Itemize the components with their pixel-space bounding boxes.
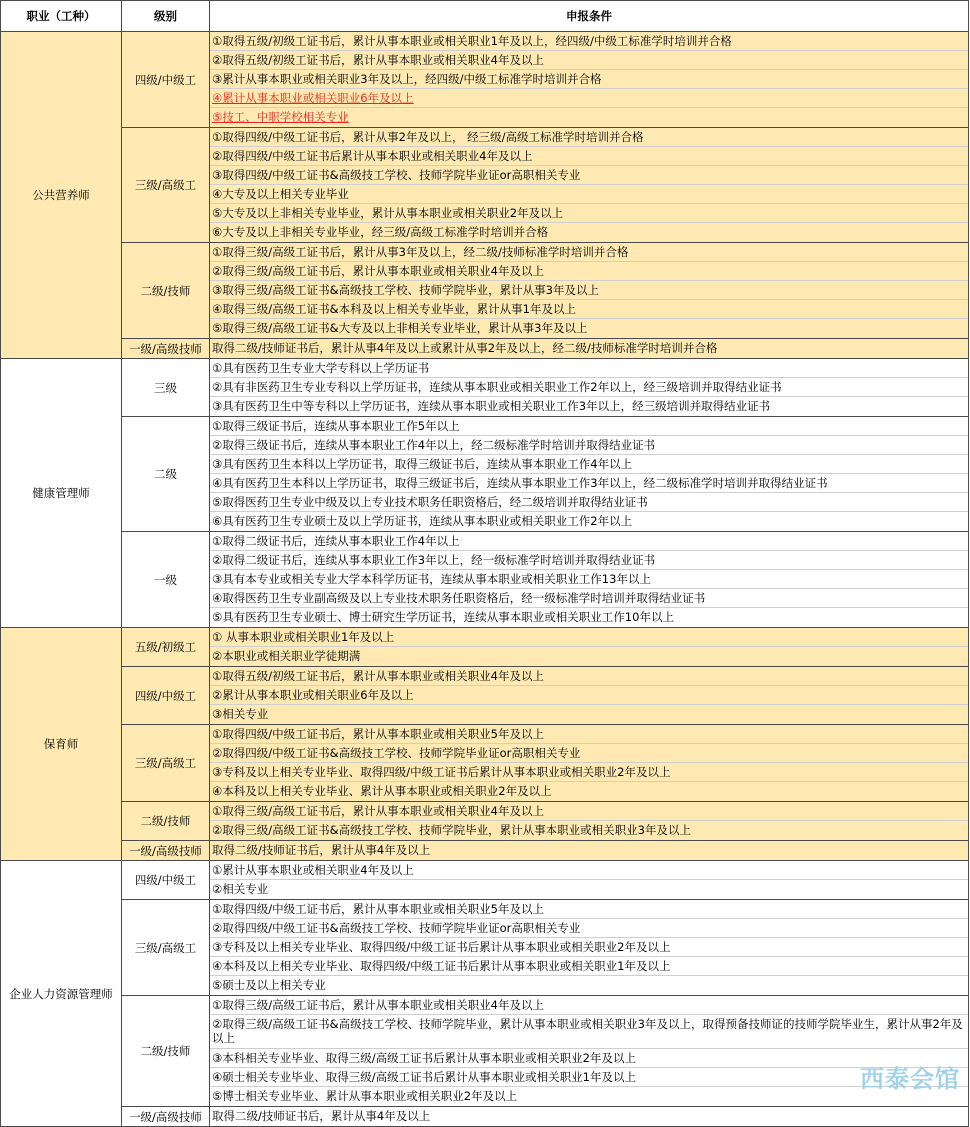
condition-text: ③专科及以上相关专业毕业、取得四级/中级工证书后累计从事本职业或相关职业2年及以上 <box>212 940 671 954</box>
conditions-cell <box>210 841 969 861</box>
level-cell: 三级/高级工 <box>122 725 210 802</box>
condition-text: ①取得四级/中级工证书后，累计从事本职业或相关职业5年及以上 <box>212 902 544 916</box>
condition-text: ③相关专业 <box>212 707 269 721</box>
condition-line <box>210 378 968 397</box>
condition-line <box>210 493 968 512</box>
conditions-cell <box>210 532 969 628</box>
conditions-cell <box>210 667 969 725</box>
condition-line <box>210 262 968 281</box>
condition-text: ④本科及以上相关专业毕业、取得四级/中级工证书后累计从事本职业或相关职业1年及以上 <box>212 959 671 973</box>
condition-text: ②取得二级证书后，连续从事本职业工作3年以上，经一级标准学时培训并取得结业证书 <box>212 553 656 567</box>
job-name-cell: 企业人力资源管理师 <box>1 861 122 1127</box>
conditions-cell <box>210 1107 969 1127</box>
condition-line <box>210 339 968 358</box>
condition-text: ③具有医药卫生中等专科以上学历证书，连续从事本职业或相关职业工作3年以上，经三级培训并取得结业证书 <box>212 399 771 413</box>
table-row <box>1 725 969 802</box>
table-row <box>1 628 969 667</box>
condition-text: ②取得三级/高级工证书&高级技工学校、技师学院毕业，累计从事本职业或相关职业3年及以上 <box>212 823 691 837</box>
level-cell: 一级 <box>122 532 210 628</box>
table-row <box>1 532 969 628</box>
table-row <box>1 243 969 339</box>
condition-text: ①取得五级/初级工证书后，累计从事本职业或相关职业1年及以上，经四级/中级工标准学时培训并合格 <box>212 34 732 48</box>
table-row <box>1 667 969 725</box>
condition-line <box>210 474 968 493</box>
condition-line <box>210 436 968 455</box>
condition-line <box>210 996 968 1015</box>
condition-text: ④大专及以上相关专业毕业 <box>212 187 349 201</box>
level-cell: 四级/中级工 <box>122 667 210 725</box>
condition-text: ④本科及以上相关专业毕业、累计从事本职业或相关职业2年及以上 <box>212 784 552 798</box>
table-row <box>1 861 969 900</box>
conditions-cell <box>210 417 969 532</box>
condition-text: ③具有医药卫生本科以上学历证书，取得三级证书后，连续从事本职业工作4年以上 <box>212 457 633 471</box>
condition-text: ⑤取得三级/高级工证书&大专及以上非相关专业毕业，累计从事3年及以上 <box>212 321 588 335</box>
condition-line <box>210 417 968 436</box>
condition-text: ①取得四级/中级工证书后，累计从事本职业或相关职业5年及以上 <box>212 727 544 741</box>
condition-line <box>210 128 968 147</box>
level-cell: 四级/中级工 <box>122 32 210 128</box>
condition-line <box>210 880 968 899</box>
condition-line <box>210 900 968 919</box>
condition-text: ①取得三级证书后，连续从事本职业工作5年以上 <box>212 419 460 433</box>
watermark-logo: 西泰会馆 <box>860 1065 960 1093</box>
condition-line <box>210 667 968 686</box>
conditions-cell <box>210 339 969 359</box>
condition-text: ②累计从事本职业或相关职业6年及以上 <box>212 688 414 702</box>
condition-line <box>210 628 968 647</box>
condition-line <box>210 512 968 531</box>
condition-text: ②本职业或相关职业学徒期满 <box>212 649 361 663</box>
condition-text: ④具有医药卫生本科以上学历证书，取得三级证书后，连续从事本职业工作3年以上，经二级标准学时培训并取得结业证书 <box>212 476 828 490</box>
job-name-cell: 公共营养师 <box>1 32 122 359</box>
level-cell: 三级/高级工 <box>122 900 210 996</box>
condition-line <box>210 1049 968 1068</box>
condition-text: ①累计从事本职业或相关职业4年及以上 <box>212 863 414 877</box>
condition-line <box>210 185 968 204</box>
conditions-cell <box>210 900 969 996</box>
table-row <box>1 996 969 1107</box>
condition-text: ①取得三级/高级工证书后，累计从事本职业或相关职业4年及以上 <box>212 998 544 1012</box>
condition-line <box>210 204 968 223</box>
condition-text: ⑤技工、中职学校相关专业 <box>212 110 349 124</box>
condition-text: ③具有本专业或相关专业大学本科学历证书，连续从事本职业或相关职业工作13年以上 <box>212 572 651 586</box>
condition-text: ③取得四级/中级工证书&高级技工学校、技师学院毕业证or高职相关专业 <box>212 168 581 182</box>
table-row <box>1 128 969 243</box>
level-cell: 二级/技师 <box>122 802 210 841</box>
level-cell: 二级/技师 <box>122 243 210 339</box>
condition-text: ③本科相关专业毕业、取得三级/高级工证书后累计从事本职业或相关职业2年及以上 <box>212 1051 636 1065</box>
condition-text: ④硕士相关专业毕业、取得三级/高级工证书后累计从事本职业或相关职业1年及以上 <box>212 1070 636 1084</box>
condition-text: ②取得三级/高级工证书后，累计从事本职业或相关职业4年及以上 <box>212 264 544 278</box>
level-cell: 四级/中级工 <box>122 861 210 900</box>
job-name-cell: 保育师 <box>1 628 122 861</box>
condition-text: ⑤硕士及以上相关专业 <box>212 978 326 992</box>
condition-text: ③累计从事本职业或相关职业3年及以上，经四级/中级工标准学时培训并合格 <box>212 72 602 86</box>
condition-text: ②取得三级证书后，连续从事本职业工作4年以上，经二级标准学时培训并取得结业证书 <box>212 438 656 452</box>
condition-text: ⑤大专及以上非相关专业毕业，累计从事本职业或相关职业2年及以上 <box>212 206 564 220</box>
condition-line <box>210 32 968 51</box>
condition-line <box>210 821 968 840</box>
level-cell: 一级/高级技师 <box>122 841 210 861</box>
condition-text: ③取得三级/高级工证书&高级技工学校、技师学院毕业，累计从事3年及以上 <box>212 283 599 297</box>
table-body <box>1 32 969 1127</box>
condition-line <box>210 455 968 474</box>
condition-line <box>210 532 968 551</box>
header-conditions: 申报条件 <box>210 1 969 32</box>
level-cell: 一级/高级技师 <box>122 1107 210 1127</box>
condition-text: ③专科及以上相关专业毕业、取得四级/中级工证书后累计从事本职业或相关职业2年及以上 <box>212 765 671 779</box>
table-row <box>1 32 969 128</box>
condition-text: ①取得四级/中级工证书后，累计从事2年及以上， 经三级/高级工标准学时培训并合格 <box>212 130 644 144</box>
condition-text: ②相关专业 <box>212 882 269 896</box>
condition-line <box>210 89 968 108</box>
table-row <box>1 841 969 861</box>
table-row <box>1 359 969 417</box>
level-cell: 二级/技师 <box>122 996 210 1107</box>
conditions-cell <box>210 32 969 128</box>
condition-line <box>210 319 968 338</box>
condition-line <box>210 1107 968 1126</box>
condition-text: ②取得四级/中级工证书后累计从事本职业或相关职业4年及以上 <box>212 149 533 163</box>
condition-text: ④取得三级/高级工证书&本科及以上相关专业毕业，累计从事1年及以上 <box>212 302 576 316</box>
conditions-cell <box>210 128 969 243</box>
level-cell: 五级/初级工 <box>122 628 210 667</box>
condition-line <box>210 1087 968 1106</box>
level-cell: 三级/高级工 <box>122 128 210 243</box>
condition-line <box>210 763 968 782</box>
condition-line <box>210 686 968 705</box>
table-row <box>1 1107 969 1127</box>
header-level: 级别 <box>122 1 210 32</box>
condition-line <box>210 70 968 89</box>
condition-line <box>210 782 968 801</box>
condition-text: ① 从事本职业或相关职业1年及以上 <box>212 630 395 644</box>
condition-line <box>210 919 968 938</box>
condition-line <box>210 359 968 378</box>
condition-line <box>210 166 968 185</box>
condition-text: ①取得三级/高级工证书后，累计从事3年及以上，经二级/技师标准学时培训并合格 <box>212 245 629 259</box>
header-job: 职业（工种） <box>1 1 122 32</box>
conditions-cell <box>210 802 969 841</box>
condition-text: ⑤取得医药卫生专业中级及以上专业技术职务任职资格后，经二级培训并取得结业证书 <box>212 495 648 509</box>
condition-text: ①具有医药卫生专业大学专科以上学历证书 <box>212 361 430 375</box>
condition-line <box>210 861 968 880</box>
condition-line <box>210 938 968 957</box>
condition-line <box>210 570 968 589</box>
condition-text: ②取得四级/中级工证书&高级技工学校、技师学院毕业证or高职相关专业 <box>212 746 581 760</box>
condition-text: ①取得二级证书后，连续从事本职业工作4年以上 <box>212 534 460 548</box>
level-cell: 三级 <box>122 359 210 417</box>
condition-line <box>210 397 968 416</box>
conditions-cell <box>210 359 969 417</box>
condition-line <box>210 108 968 127</box>
table-row <box>1 417 969 532</box>
conditions-cell <box>210 725 969 802</box>
conditions-cell <box>210 996 969 1107</box>
condition-line <box>210 802 968 821</box>
condition-line <box>210 725 968 744</box>
condition-line <box>210 608 968 627</box>
condition-line <box>210 223 968 242</box>
condition-line <box>210 744 968 763</box>
condition-line <box>210 51 968 70</box>
condition-line <box>210 300 968 319</box>
condition-text: ⑤具有医药卫生专业硕士、博士研究生学历证书，连续从事本职业或相关职业工作10年以上 <box>212 610 674 624</box>
condition-text: ⑥大专及以上非相关专业毕业，经三级/高级工标准学时培训并合格 <box>212 225 549 239</box>
table-row <box>1 900 969 996</box>
level-cell: 二级 <box>122 417 210 532</box>
condition-line <box>210 957 968 976</box>
table-row <box>1 802 969 841</box>
condition-text: ④取得医药卫生专业副高级及以上专业技术职务任职资格后，经一级标准学时培训并取得结业证书 <box>212 591 706 605</box>
conditions-cell <box>210 861 969 900</box>
condition-text: ⑤博士相关专业毕业、累计从事本职业或相关职业2年及以上 <box>212 1089 518 1103</box>
condition-text: ②取得三级/高级工证书&高级技工学校、技师学院毕业，累计从事本职业或相关职业3年及以上，取得预备技师证的技师学院毕业生，累计从事2年及以上 <box>212 1017 963 1045</box>
condition-line <box>210 647 968 666</box>
condition-line <box>210 281 968 300</box>
table-row <box>1 339 969 359</box>
job-name-cell: 健康管理师 <box>1 359 122 628</box>
condition-line <box>210 243 968 262</box>
condition-line <box>210 1015 968 1049</box>
condition-line <box>210 976 968 995</box>
header-row <box>1 1 969 32</box>
level-cell: 一级/高级技师 <box>122 339 210 359</box>
condition-line <box>210 589 968 608</box>
condition-text: 取得二级/技师证书后，累计从事4年及以上或累计从事2年及以上，经二级/技师标准学时培训并合格 <box>212 341 718 355</box>
condition-line <box>210 147 968 166</box>
condition-text: ⑥具有医药卫生专业硕士及以上学历证书，连续从事本职业或相关职业工作2年以上 <box>212 514 633 528</box>
condition-text: 取得二级/技师证书后，累计从事4年及以上 <box>212 843 431 857</box>
condition-text: ①取得五级/初级工证书后，累计从事本职业或相关职业4年及以上 <box>212 669 544 683</box>
condition-text: ②具有非医药卫生专业专科以上学历证书，连续从事本职业或相关职业工作2年以上，经三级培训并取得结业证书 <box>212 380 782 394</box>
condition-line <box>210 551 968 570</box>
condition-text: ②取得四级/中级工证书&高级技工学校、技师学院毕业证or高职相关专业 <box>212 921 581 935</box>
condition-text: 取得二级/技师证书后，累计从事4年及以上 <box>212 1109 431 1123</box>
condition-line <box>210 1068 968 1087</box>
conditions-cell <box>210 243 969 339</box>
condition-text: ②取得五级/初级工证书后，累计从事本职业或相关职业4年及以上 <box>212 53 544 67</box>
condition-line <box>210 841 968 860</box>
condition-text: ①取得三级/高级工证书后，累计从事本职业或相关职业4年及以上 <box>212 804 544 818</box>
conditions-cell <box>210 628 969 667</box>
condition-line <box>210 705 968 724</box>
condition-text: ④累计从事本职业或相关职业6年及以上 <box>212 91 414 105</box>
